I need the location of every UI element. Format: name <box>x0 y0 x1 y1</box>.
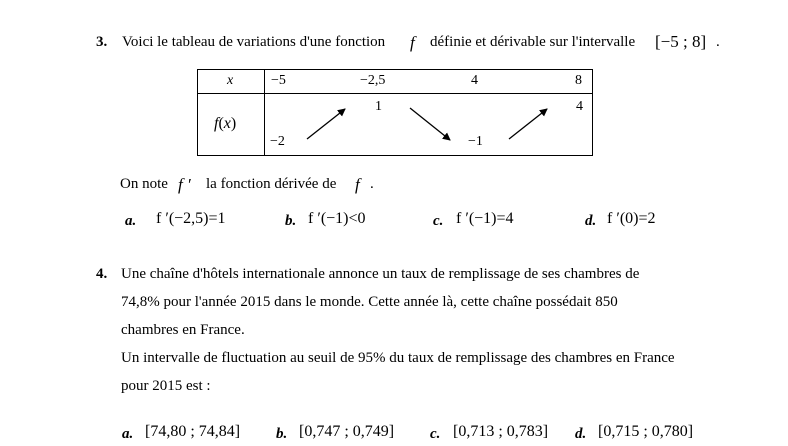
option-letter: b. <box>276 426 288 442</box>
question-line: Une chaîne d'hôtels internationale annonce un taux de remplissage de ses chambres de <box>121 266 640 282</box>
f-value: 1 <box>375 99 382 114</box>
option-text: [0,715 ; 0,780] <box>598 423 694 440</box>
interval: [−5 ; 8] <box>655 32 707 51</box>
derivative-note: On note <box>120 176 168 192</box>
option-text: f ′(−1)=4 <box>456 210 514 227</box>
option-letter: a. <box>125 213 137 229</box>
option-letter: b. <box>285 213 297 229</box>
question-text-continued: définie et dérivable sur l'intervalle <box>430 34 636 50</box>
fx-header: f(x) <box>214 115 237 132</box>
question-text: Voici le tableau de variations d'une fonction <box>122 34 386 50</box>
option-letter: c. <box>430 426 441 442</box>
x-header: x <box>227 73 234 88</box>
decreasing-arrow <box>410 108 450 140</box>
option-text: f ′(−1)<0 <box>308 210 366 227</box>
x-value: −5 <box>271 73 286 88</box>
question-line: chambres en France. <box>121 322 245 338</box>
function-symbol: f <box>410 33 415 52</box>
question-number: 3. <box>96 34 108 50</box>
question-line: pour 2015 est : <box>121 378 211 394</box>
increasing-arrow <box>307 109 345 139</box>
x-value: 4 <box>471 73 478 88</box>
derivative-symbol: f ′ <box>178 175 191 194</box>
option-text: [74,80 ; 74,84] <box>145 423 241 440</box>
variations-cell <box>265 94 593 156</box>
option-text: [0,747 ; 0,749] <box>299 423 395 440</box>
variation-table <box>197 69 593 156</box>
option-letter: c. <box>433 213 444 229</box>
variation-arrows <box>265 94 595 156</box>
x-header-cell <box>198 70 265 94</box>
option-text: [0,713 ; 0,783] <box>453 423 549 440</box>
period: . <box>716 34 720 50</box>
option-letter: d. <box>585 213 597 229</box>
fx-header-cell <box>198 94 265 156</box>
f-value: −2 <box>270 134 285 149</box>
increasing-arrow <box>509 109 547 139</box>
option-text: f ′(0)=2 <box>607 210 656 227</box>
option-letter: d. <box>575 426 587 442</box>
derivative-note-middle: la fonction dérivée de <box>206 176 337 192</box>
x-values-cell <box>265 70 593 94</box>
period: . <box>370 176 374 192</box>
x-value: −2,5 <box>360 73 386 88</box>
f-value: 4 <box>576 99 583 114</box>
option-text: f ′(−2,5)=1 <box>156 210 226 227</box>
f-value: −1 <box>468 134 483 149</box>
question-number: 4. <box>96 266 108 282</box>
option-letter: a. <box>122 426 134 442</box>
question-line: 74,8% pour l'année 2015 dans le monde. Cette année là, cette chaîne possédait 850 <box>121 294 618 310</box>
function-symbol: f <box>355 175 360 194</box>
x-value: 8 <box>575 73 582 88</box>
question-line: Un intervalle de fluctuation au seuil de 95% du taux de remplissage des chambres en France <box>121 350 675 366</box>
